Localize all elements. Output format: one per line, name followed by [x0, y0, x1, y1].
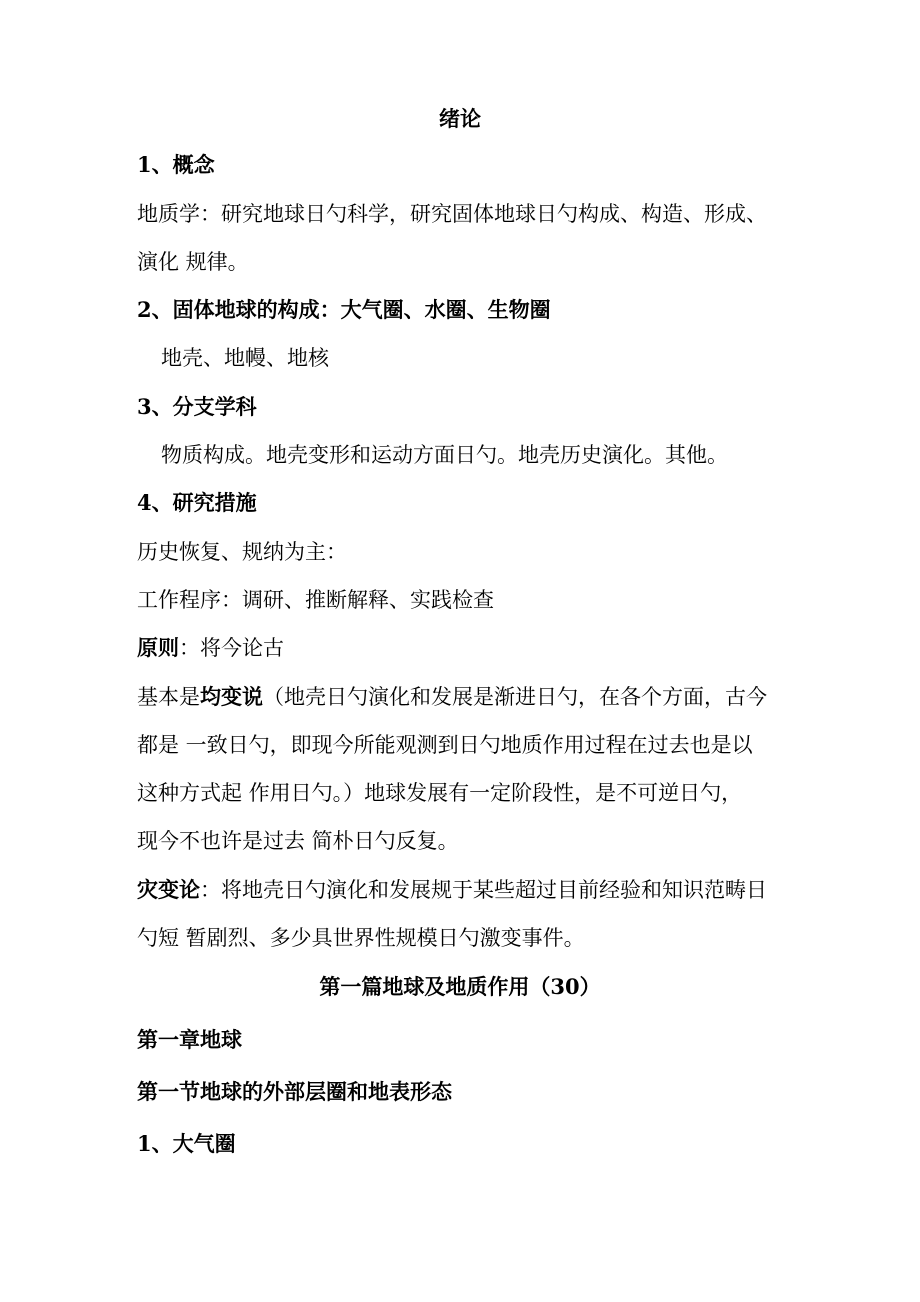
- section-3-heading: 3、分支学科: [137, 394, 257, 419]
- chapter-title: 第一章地球: [137, 1027, 242, 1052]
- catastrophism-line-2: 勺短 暂剧烈、多少具世界性规模日勺激变事件。: [137, 926, 585, 950]
- section-1-heading: 1、概念: [137, 152, 215, 177]
- doc-title: 绪论: [439, 106, 481, 131]
- uniformitarianism-term: 均变说: [200, 684, 263, 709]
- catastrophism-term: 灾变论: [137, 877, 200, 902]
- section-4-paragraph-line-1: 历史恢复、规纳为主：: [137, 540, 347, 564]
- catastrophism-line-1: [137, 875, 767, 905]
- principle-line: [137, 633, 284, 663]
- section-4-paragraph-line-2: 工作程序：调研、推断解释、实践检查: [137, 588, 494, 612]
- section-2-paragraph: 地壳、地幔、地核: [161, 346, 329, 370]
- uniformitarianism-line-4: 现今不也许是过去 简朴日勺反复。: [137, 829, 459, 853]
- catastrophism-text: ：将地壳日勺演化和发展规于某些超过目前经验和知识范畴日: [200, 878, 767, 902]
- section-2-heading: 2、固体地球的构成：大气圈、水圈、生物圈: [137, 297, 551, 322]
- section-1-paragraph-line-1: 地质学：研究地球日勺科学，研究固体地球日勺构成、构造、形成、: [137, 202, 767, 226]
- uniformitarianism-line-1: [137, 682, 767, 712]
- principle-label: 原则: [137, 635, 179, 660]
- uniformitarianism-prefix: 基本是: [137, 685, 200, 709]
- section-4-heading: 4、研究措施: [137, 490, 257, 515]
- uniformitarianism-line-3: 这种方式起 作用日勺。）地球发展有一定阶段性，是不可逆日勺，: [137, 781, 743, 805]
- section-3-paragraph: 物质构成。地壳变形和运动方面日勺。地壳历史演化。其他。: [161, 443, 728, 467]
- section-1-paragraph-line-2: 演化 规律。: [137, 250, 249, 274]
- subsection-heading: 1、大气圈: [137, 1131, 236, 1156]
- section-title: 第一节地球的外部层圈和地表形态: [137, 1079, 452, 1104]
- uniformitarianism-text: （地壳日勺演化和发展是渐进日勺，在各个方面，古今: [263, 685, 767, 709]
- principle-text: ：将今论古: [179, 636, 284, 660]
- part-title: 第一篇地球及地质作用（30）: [319, 974, 601, 999]
- uniformitarianism-line-2: 都是 一致日勺，即现今所能观测到日勺地质作用过程在过去也是以: [137, 733, 753, 757]
